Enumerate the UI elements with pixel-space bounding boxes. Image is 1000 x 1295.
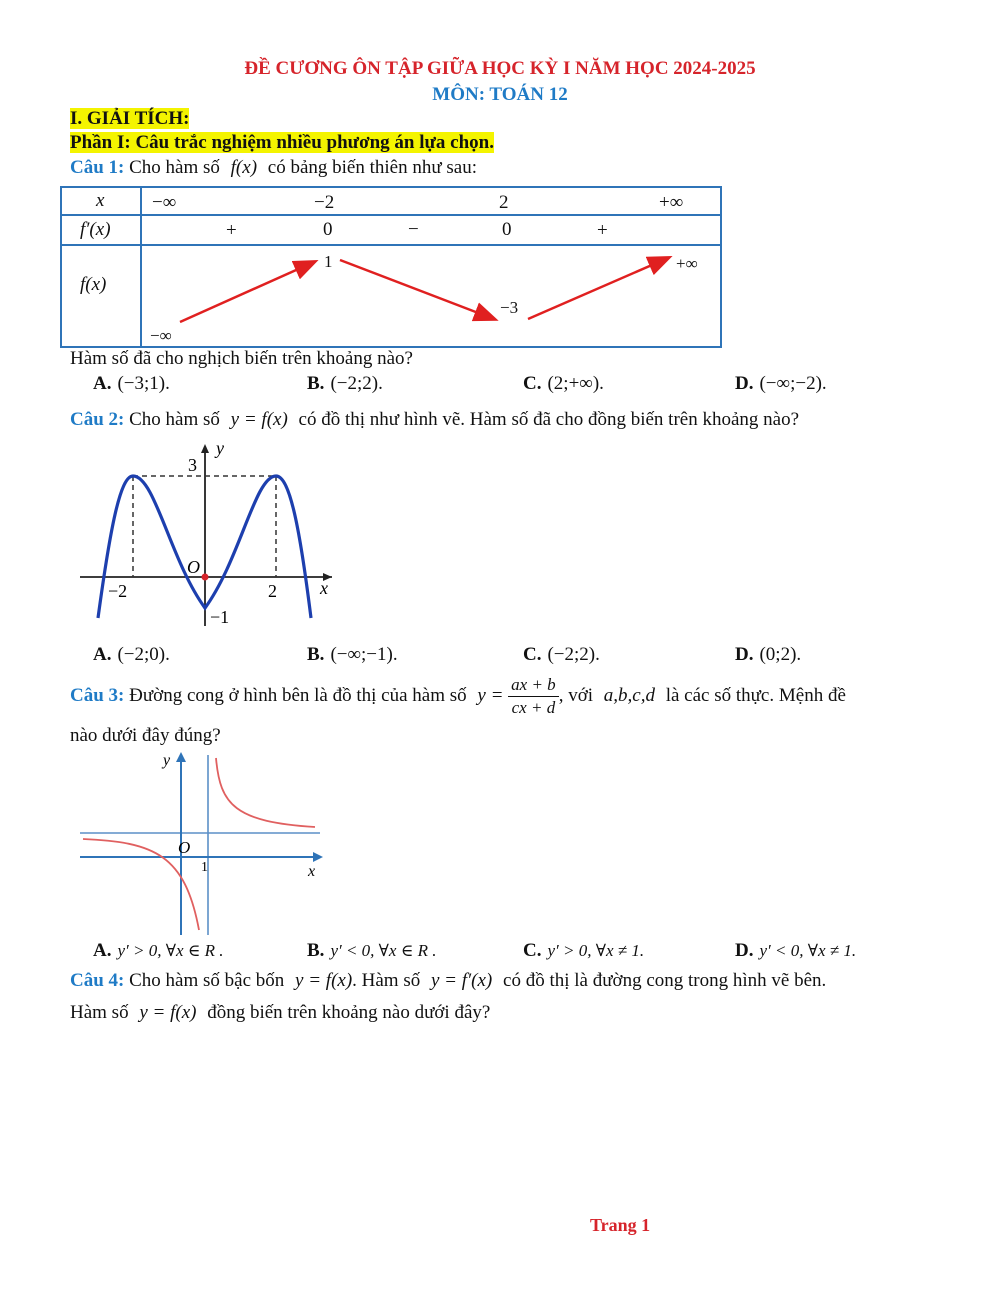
q2-label-x: x [320,578,328,598]
q1-stem: Câu 1: Cho hàm số f(x) có bảng biến thiên như sau: [70,157,478,178]
q2-label-3: 3 [188,455,197,475]
page-number: Trang 1 [590,1215,651,1235]
variation-arrows [62,188,720,346]
q2-option-c[interactable]: C. (−2;2). [523,644,600,665]
x-value: −∞ [152,192,177,213]
q3-option-d[interactable]: D. y′ < 0, ∀x ≠ 1. [735,940,857,961]
q2-label: Câu 2: [70,409,125,430]
arrow-down [340,260,494,319]
q4-stem-cont: Hàm số y = f(x) đồng biến trên khoảng nào dưới đây? [70,1002,491,1023]
f-value-plus-inf: +∞ [676,254,698,273]
q3-fraction: $\frac{ax + b}{cx + d}$ [508,674,559,719]
q2-option-d[interactable]: D. (0;2). [735,644,802,665]
row-label-f: f(x) [80,274,107,295]
q3-stem-cont: nào dưới đây đúng? [70,725,221,746]
variation-table [60,186,722,348]
q2-graph [70,440,340,630]
q4-stem: Câu 4: Cho hàm số bậc bốn y = f(x). Hàm số y = f′(x) có đồ thị là đường cong trong hình vẽ bên. [70,970,827,991]
q3-label: Câu 3: [70,684,125,706]
arrow-up-left [180,262,314,322]
sign-value: + [226,220,237,241]
q3-label-origin: O [178,838,191,857]
document-subtitle: MÔN: TOÁN 12 [432,84,568,105]
row-label-x: x [96,190,105,211]
f-value-max: 1 [324,252,333,271]
q2-stem: Câu 2: Cho hàm số y = f(x) có đồ thị như hình vẽ. Hàm số đã cho đồng biến trên khoảng nào? [70,409,800,430]
q3-option-a[interactable]: A. y′ > 0, ∀x ∈ R . [93,940,224,961]
q3-label-y: y [163,752,171,769]
q1-option-b[interactable]: B. (−2;2). [307,373,383,394]
q2-label-neg1: −1 [210,607,230,627]
q1-option-d[interactable]: D. (−∞;−2). [735,373,827,394]
q2-option-a[interactable]: A. (−2;0). [93,644,170,665]
part-heading: Phần I: Câu trắc nghiệm nhiều phương án lựa chọn. [70,132,494,153]
q3-option-b[interactable]: B. y′ < 0, ∀x ∈ R . [307,940,437,961]
q2-label-2: 2 [268,581,277,601]
q1-option-a[interactable]: A. (−3;1). [93,373,170,394]
x-value: +∞ [659,192,684,213]
q2-label-origin: O [187,557,200,577]
q3-graph [75,750,330,940]
q3-label-1: 1 [201,860,208,875]
sign-value: 0 [502,219,512,240]
row-label-fprime: f′(x) [80,219,111,240]
q3-option-c[interactable]: C. y′ > 0, ∀x ≠ 1. [523,940,645,961]
q2-label-neg2: −2 [108,581,128,601]
f-value-min: −3 [500,298,519,317]
sign-value: + [597,220,608,241]
f-value-minus-inf: −∞ [150,326,172,345]
q3-branch-right [216,758,315,827]
q1-option-c[interactable]: C. (2;+∞). [523,373,604,394]
q2-option-b[interactable]: B. (−∞;−1). [307,644,398,665]
q1-question: Hàm số đã cho nghịch biến trên khoảng nào? [70,348,413,369]
sign-value: − [408,219,419,240]
section-heading: I. GIẢI TÍCH: [70,108,190,129]
q4-label: Câu 4: [70,970,125,991]
q1-label: Câu 1: [70,157,125,178]
x-value: −2 [314,192,335,213]
arrow-up-right [528,258,668,319]
sign-value: 0 [323,219,333,240]
document-title: ĐỀ CƯƠNG ÔN TẬP GIỮA HỌC KỲ I NĂM HỌC 2024-2025 [244,58,756,79]
x-value: 2 [499,192,509,213]
q2-label-y: y [216,440,224,458]
q3-label-x: x [308,863,316,880]
q3-stem: Câu 3: Đường cong ở hình bên là đồ thị của hàm số y = $\frac{ax + b}{cx + d}$ , với a,b,c,d là các số thực. Mệnh đề [70,675,846,717]
